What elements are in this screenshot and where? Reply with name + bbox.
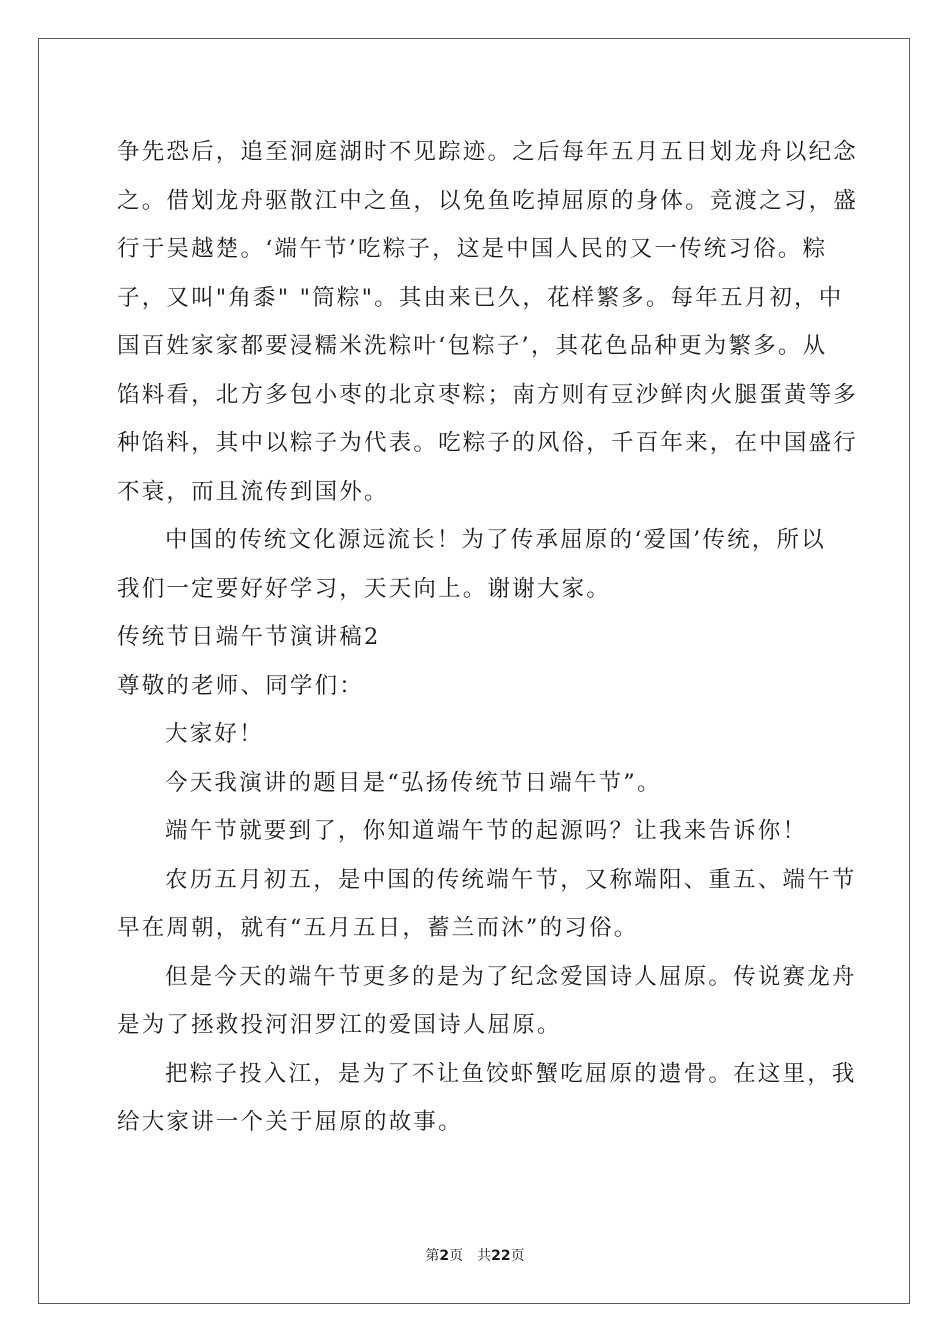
salutation	[117, 662, 833, 711]
paragraph-origin	[117, 856, 857, 953]
page-prefix: 第	[425, 1248, 440, 1264]
paragraph-intro	[117, 807, 833, 856]
total-suffix: 页	[510, 1248, 525, 1264]
section-title	[117, 613, 833, 662]
text-line: 早在周朝，就有“五月五日，蓄兰而沐”的习俗。	[117, 915, 639, 941]
text-line: 中国的传统文化源远流长！为了传承屈原的‘爱国’传统，所以	[165, 527, 826, 553]
paragraph-closing	[117, 516, 833, 613]
document-body	[117, 128, 859, 1147]
paragraph-memorial	[117, 953, 857, 1050]
text-line: 端午节就要到了，你知道端午节的起源吗？让我来告诉你！	[165, 818, 808, 844]
text-line: 农历五月初五，是中国的传统端午节，又称端阳、重五、端午节	[165, 866, 857, 893]
text-line: 争先恐后，追至洞庭湖时不见踪迹。之后每年五月五日划龙舟以纪念	[117, 139, 859, 165]
text-line: 我们一定要好好学习，天天向上。谢谢大家。	[117, 575, 612, 602]
text-line: 今天我演讲的题目是“弘扬传统节日端午节”。	[165, 769, 662, 796]
total-pages: 22	[491, 1248, 511, 1264]
text-line: 子，又叫"角黍" "筒粽"。其由来已久，花样繁多。每年五月初，中	[117, 284, 844, 311]
total-prefix: 共	[477, 1248, 492, 1264]
page-footer	[0, 1246, 950, 1266]
text-line: 是为了拯救投河汨罗江的爱国诗人屈原。	[117, 1012, 562, 1038]
page-suffix: 页	[449, 1248, 464, 1264]
greeting-text: 大家好！	[165, 721, 264, 747]
greeting	[117, 710, 833, 759]
salutation-text: 尊敬的老师、同学们：	[117, 672, 365, 699]
paragraph-topic	[117, 759, 833, 808]
text-line: 把粽子投入江，是为了不让鱼饺虾蟹吃屈原的遗骨。在这里，我	[165, 1060, 857, 1087]
text-line: 之。借划龙舟驱散江中之鱼，以免鱼吃掉屈原的身体。竞渡之习，盛	[117, 187, 859, 214]
text-line: 馅料看，北方多包小枣的北京枣粽；南方则有豆沙鲜肉火腿蛋黄等多	[117, 381, 859, 408]
text-line: 但是今天的端午节更多的是为了纪念爱国诗人屈原。传说赛龙舟	[165, 963, 857, 990]
text-line: 给大家讲一个关于屈原的故事。	[117, 1109, 463, 1135]
text-line: 国百姓家家都要浸糯米洗粽叶‘包粽子’，其花色品种更为繁多。从	[117, 333, 828, 359]
page-number: 2	[439, 1248, 450, 1264]
section-title-text: 传统节日端午节演讲稿2	[117, 624, 381, 650]
text-line: 行于吴越楚。‘端午节’吃粽子，这是中国人民的又一传统习俗。粽	[117, 236, 828, 262]
text-line: 不衰，而且流传到国外。	[117, 478, 389, 505]
paragraph-dragon-boat-zongzi	[117, 128, 859, 516]
text-line: 种馅料，其中以粽子为代表。吃粽子的风俗，千百年来，在中国盛行	[117, 430, 859, 456]
paragraph-story	[117, 1050, 857, 1147]
